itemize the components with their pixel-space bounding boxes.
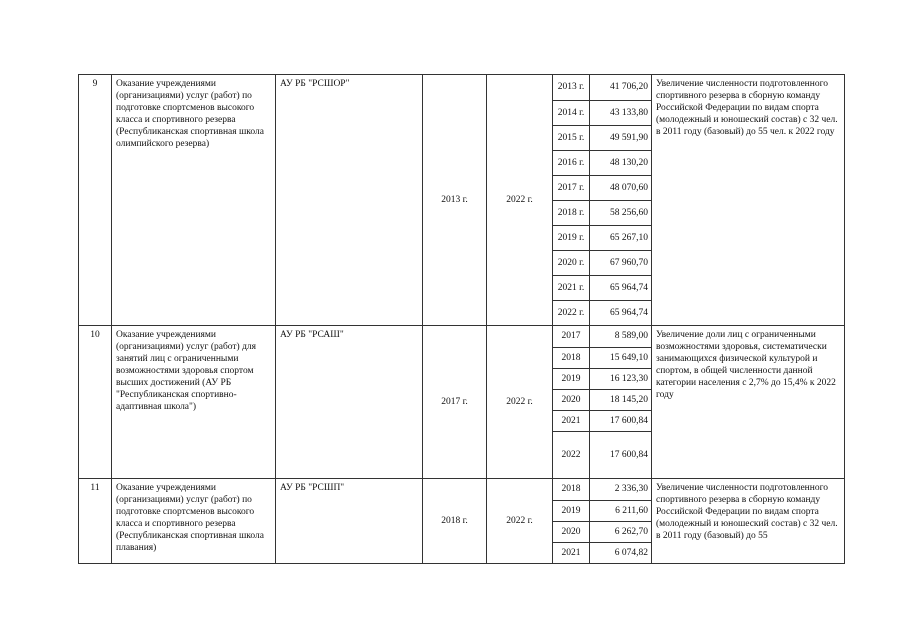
expected-result: Увеличение доли лиц с ограниченными возможностями здоровья, систематически занимающихся физической культурой и спортом, в общей численности данной категории населения с 2,7% до 15,4% к 2022 году: [652, 326, 845, 479]
finance-amount: 65 964,74: [590, 275, 652, 300]
executor: АУ РБ "РСАШ": [276, 326, 423, 479]
finance-amount: 15 649,10: [590, 347, 652, 368]
finance-amount: 65 964,74: [590, 300, 652, 325]
expected-result: Увеличение численности подготовленного спортивного резерва в сборную команду Российской Федерации по видам спорта (молодежный и юношеский состав) с 32 чел. в 2011 году (базовый) до 55 чел. к 2022 году: [652, 75, 845, 326]
row-number: 10: [79, 326, 112, 479]
finance-table: [553, 326, 651, 478]
end-year: 2022 г.: [487, 75, 553, 326]
end-year: 2022 г.: [487, 326, 553, 479]
table-row: [79, 75, 845, 326]
finance-year: 2016 г.: [553, 150, 590, 175]
measure-name: Оказание учреждениями (организациями) услуг (работ) по подготовке спортсменов высокого класса и спортивного резерва (Республиканская спортивная школа олимпийского резерва): [112, 75, 276, 326]
finance-year: 2013 г.: [553, 75, 590, 100]
finance-table: [553, 479, 651, 563]
finance-amount: 2 336,30: [590, 479, 652, 500]
row-number: 9: [79, 75, 112, 326]
finance-amount: 6 074,82: [590, 542, 652, 563]
finance-amount: 17 600,84: [590, 431, 652, 478]
program-measures-table: [78, 74, 845, 564]
finance-amount: 65 267,10: [590, 225, 652, 250]
finance-year: 2018: [553, 347, 590, 368]
executor: АУ РБ "РСШП": [276, 479, 423, 564]
finance-cell: [553, 326, 652, 479]
finance-amount: 17 600,84: [590, 410, 652, 431]
finance-year: 2020: [553, 389, 590, 410]
executor: АУ РБ "РСШОР": [276, 75, 423, 326]
finance-year: 2022: [553, 431, 590, 478]
finance-year: 2017 г.: [553, 175, 590, 200]
finance-amount: 18 145,20: [590, 389, 652, 410]
finance-amount: 67 960,70: [590, 250, 652, 275]
finance-year: 2019: [553, 368, 590, 389]
finance-amount: 6 211,60: [590, 500, 652, 521]
finance-amount: 49 591,90: [590, 125, 652, 150]
finance-amount: 8 589,00: [590, 326, 652, 347]
finance-year: 2015 г.: [553, 125, 590, 150]
finance-year: 2018 г.: [553, 200, 590, 225]
start-year: 2013 г.: [423, 75, 487, 326]
finance-amount: 16 123,30: [590, 368, 652, 389]
finance-cell: [553, 479, 652, 564]
finance-year: 2020: [553, 521, 590, 542]
finance-year: 2017: [553, 326, 590, 347]
row-number: 11: [79, 479, 112, 564]
finance-cell: [553, 75, 652, 326]
finance-amount: 58 256,60: [590, 200, 652, 225]
finance-year: 2022 г.: [553, 300, 590, 325]
finance-year: 2021: [553, 410, 590, 431]
finance-year: 2019: [553, 500, 590, 521]
finance-year: 2021: [553, 542, 590, 563]
finance-amount: 6 262,70: [590, 521, 652, 542]
measure-name: Оказание учреждениями (организациями) услуг (работ) для занятий лиц с ограниченными возможностями здоровья спортом высших достижений (АУ РБ "Республиканская спортивно-адаптивная школа"): [112, 326, 276, 479]
start-year: 2017 г.: [423, 326, 487, 479]
measure-name: Оказание учреждениями (организациями) услуг (работ) по подготовке спортсменов высокого класса и спортивного резерва (Республиканская спортивная школа плавания): [112, 479, 276, 564]
finance-amount: 48 130,20: [590, 150, 652, 175]
end-year: 2022 г.: [487, 479, 553, 564]
finance-amount: 41 706,20: [590, 75, 652, 100]
finance-year: 2020 г.: [553, 250, 590, 275]
finance-year: 2014 г.: [553, 100, 590, 125]
finance-year: 2021 г.: [553, 275, 590, 300]
table-row: [79, 479, 845, 564]
expected-result: Увеличение численности подготовленного спортивного резерва в сборную команду Российской Федерации по видам спорта (молодежный и юношеский состав) с 32 чел. в 2011 году (базовый) до 55: [652, 479, 845, 564]
finance-amount: 43 133,80: [590, 100, 652, 125]
start-year: 2018 г.: [423, 479, 487, 564]
table-row: [79, 326, 845, 479]
finance-year: 2019 г.: [553, 225, 590, 250]
finance-table: [553, 75, 651, 325]
finance-year: 2018: [553, 479, 590, 500]
finance-amount: 48 070,60: [590, 175, 652, 200]
